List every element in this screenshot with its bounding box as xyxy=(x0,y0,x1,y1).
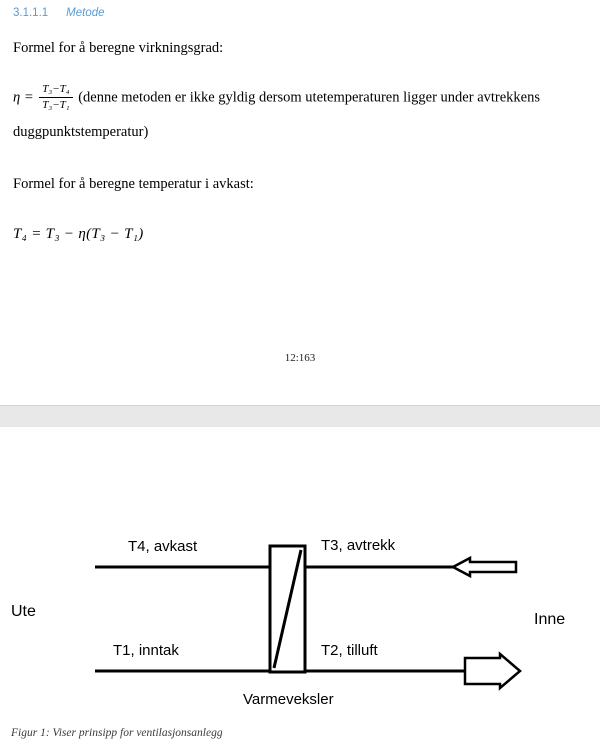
arrow-exhaust-left xyxy=(453,558,516,576)
formula-fraction-denominator: T₃−T₁ xyxy=(42,98,70,111)
figure-label-inne: Inne xyxy=(534,611,566,628)
section-heading-title: Metode xyxy=(66,7,105,19)
figure-ventilation-diagram xyxy=(0,427,600,717)
figure-label-ute: Ute xyxy=(11,603,36,620)
formula-fraction xyxy=(39,83,72,111)
formula-fraction-numerator: T₃−T₄ xyxy=(39,83,72,98)
section-heading-number: 3.1.1.1 xyxy=(13,7,49,19)
paragraph-avkast: Formel for å beregne temperatur i avkast: xyxy=(13,176,254,192)
figure-label-t4: T4, avkast xyxy=(128,538,198,555)
formula-efficiency-note-line-2: duggpunktstemperatur) xyxy=(13,124,149,140)
arrow-supply-right xyxy=(465,654,520,688)
formula-efficiency xyxy=(13,84,588,112)
formula-efficiency-expression xyxy=(13,84,75,112)
figure-diagram-svg xyxy=(0,427,600,717)
figure-label-heat-exchanger: Varmeveksler xyxy=(243,691,334,708)
section-heading xyxy=(13,7,105,19)
formula-equals-sign: = xyxy=(23,89,34,106)
formula-eta-symbol: η xyxy=(13,89,21,106)
figure-caption: Figur 1: Viser prinsipp for ventilasjonsanlegg xyxy=(11,727,223,739)
formula-efficiency-note-line-1: (denne metoden er ikke gyldig dersom utetemperaturen ligger under avtrekkens xyxy=(78,89,541,106)
document-page-lower xyxy=(0,427,600,750)
figure-label-t3: T3, avtrekk xyxy=(321,537,396,554)
page-number: 12:163 xyxy=(284,352,316,364)
paragraph-virkningsgrad: Formel for å beregne virkningsgrad: xyxy=(13,40,224,56)
figure-label-t2: T2, tilluft xyxy=(321,642,378,659)
formula-exhaust-temperature: T₄ = T₃ − η(T₃ − T₁) xyxy=(13,226,144,242)
page-break-separator xyxy=(0,405,600,429)
figure-label-t1: T1, inntak xyxy=(113,642,179,659)
